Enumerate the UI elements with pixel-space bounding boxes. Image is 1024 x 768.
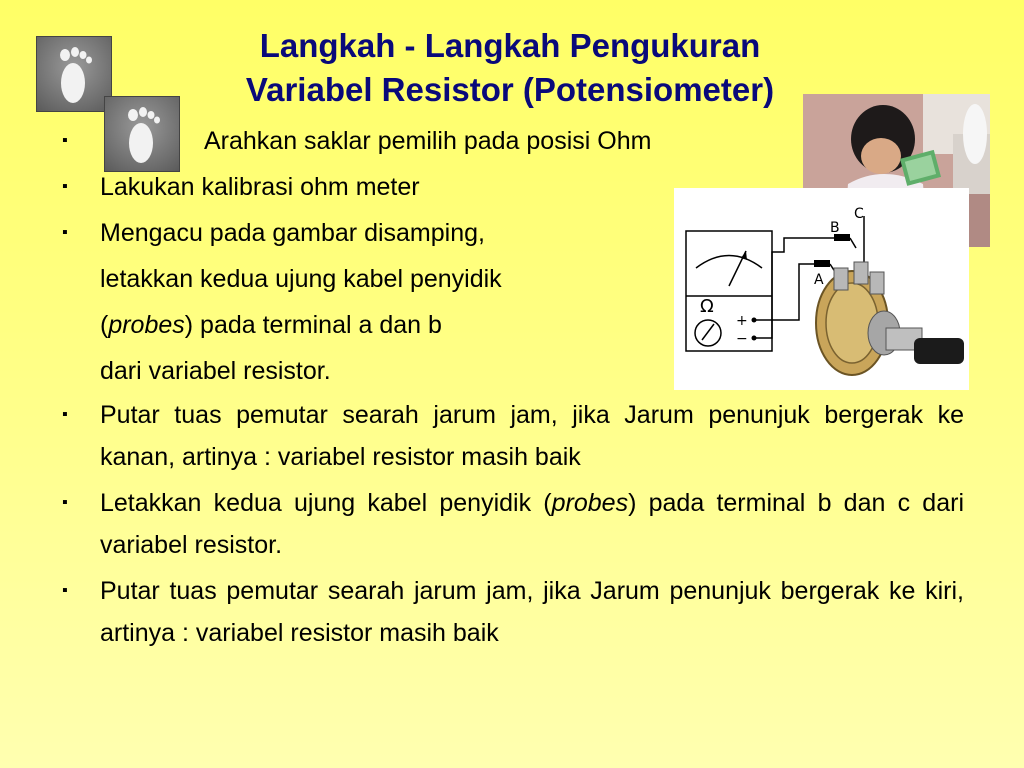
step-text: Lakukan kalibrasi ohm meter [100, 173, 420, 201]
continuation-line [62, 348, 964, 394]
bullet-marker: ▪ [62, 406, 68, 423]
diagram-label-c: C [854, 206, 864, 222]
step-text: Putar tuas pemutar searah jarum jam, jika Jarum penunjuk bergerak ke kiri, artinya : variabel resistor masih baik [100, 577, 964, 647]
list-item [62, 482, 964, 566]
diagram-plus-label: + [736, 313, 748, 329]
diagram-ohm-label: Ω [700, 296, 714, 317]
list-item [62, 164, 964, 210]
title-line-1: Langkah - Langkah Pengukuran [259, 27, 761, 64]
bullet-marker: ▪ [62, 582, 68, 599]
slide-title [160, 24, 860, 112]
paren-open: ( [100, 311, 109, 339]
bullet-marker: ▪ [62, 178, 68, 195]
step-text: ) pada terminal b dan c dari variabel resistor. [100, 489, 964, 559]
footprint-icon [36, 36, 112, 112]
diagram-label-a: A [814, 272, 824, 288]
continuation-text: dari variabel resistor. [100, 357, 331, 385]
probes-term: probes [108, 311, 185, 339]
title-line-2: Variabel Resistor (Potensiometer) [245, 71, 775, 108]
bullet-marker: ▪ [62, 132, 68, 149]
step-text: Mengacu pada gambar disamping, [100, 219, 485, 247]
step-text: Letakkan kedua ujung kabel penyidik ( [100, 489, 552, 517]
diagram-label-b: B [830, 220, 840, 236]
bullet-marker: ▪ [62, 224, 68, 241]
continuation-text: letakkan kedua ujung kabel penyidik [100, 265, 502, 293]
bullet-marker: ▪ [62, 494, 68, 511]
continuation-line [62, 256, 964, 302]
diagram-minus-label: − [736, 331, 748, 347]
list-item [62, 210, 964, 256]
list-item [62, 118, 964, 164]
list-item [62, 394, 964, 478]
slide-body [62, 118, 964, 654]
continuation-text: ) pada terminal a dan b [184, 311, 442, 339]
step-text: Putar tuas pemutar searah jarum jam, jika Jarum penunjuk bergerak ke kanan, artinya : variabel resistor masih baik [100, 401, 964, 471]
list-item [62, 570, 964, 654]
step-text: Arahkan saklar pemilih pada posisi Ohm [204, 127, 652, 155]
probes-term: probes [551, 489, 629, 517]
continuation-line [62, 302, 964, 348]
